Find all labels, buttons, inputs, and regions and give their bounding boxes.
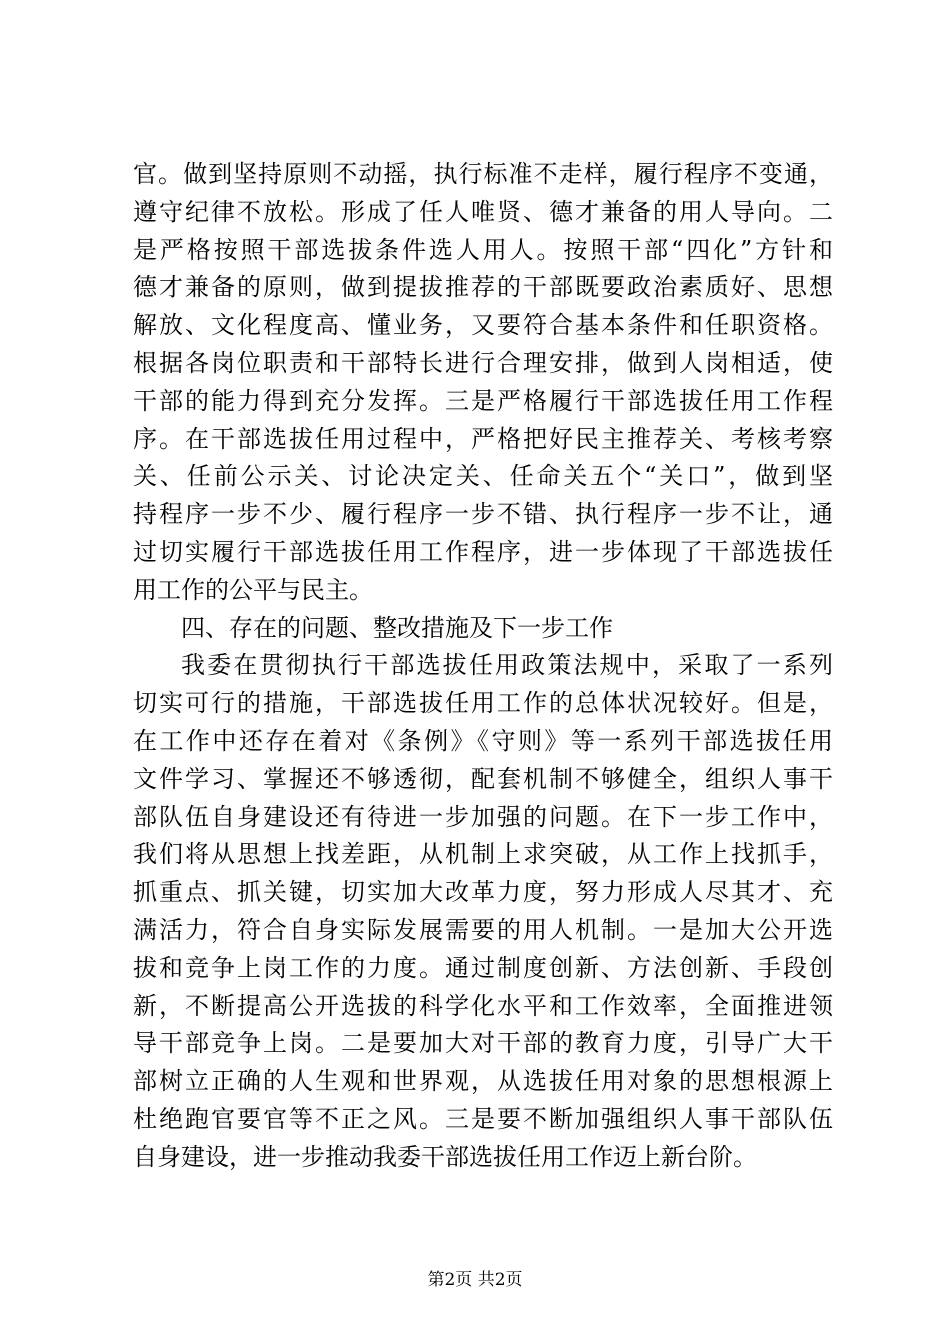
body-text	[133, 156, 833, 1177]
text-line: 我们将从思想上找差距，从机制上求突破，从工作上找抓手，	[133, 840, 833, 869]
text-line: 在工作中还存在着对《条例》《守则》等一系列干部选拔任用	[133, 726, 833, 755]
page-footer: 第2页 共2页	[427, 1270, 523, 1290]
text-line: 用工作的公平与民主。	[133, 575, 373, 604]
text-line: 德才兼备的原则，做到提拔推荐的干部既要政治素质好、思想	[133, 273, 833, 302]
section-heading: 四、存在的问题、整改措施及下一步工作	[181, 613, 613, 642]
text-line: 部队伍自身建设还有待进一步加强的问题。在下一步工作中，	[133, 802, 833, 831]
text-line: 满活力，符合自身实际发展需要的用人机制。一是加大公开选	[133, 915, 833, 944]
text-line: 遵守纪律不放松。形成了任人唯贤、德才兼备的用人导向。二	[133, 197, 833, 226]
text-line: 持程序一步不少、履行程序一步不错、执行程序一步不让，通	[133, 500, 833, 529]
text-line: 关、任前公示关、讨论决定关、任命关五个“关口”，做到坚	[133, 462, 833, 491]
text-line: 新，不断提高公开选拔的科学化水平和工作效率，全面推进领	[133, 991, 833, 1020]
text-line: 切实可行的措施，干部选拔任用工作的总体状况较好。但是，	[133, 689, 833, 718]
text-line: 部树立正确的人生观和世界观，从选拔任用对象的思想根源上	[133, 1067, 833, 1096]
text-line: 序。在干部选拔任用过程中，严格把好民主推荐关、考核考察	[133, 424, 833, 453]
text-line: 根据各岗位职责和干部特长进行合理安排，做到人岗相适，使	[133, 348, 833, 377]
text-line: 导干部竞争上岗。二是要加大对干部的教育力度，引导广大干	[133, 1029, 833, 1058]
text-line: 过切实履行干部选拔任用工作程序，进一步体现了干部选拔任	[133, 537, 833, 566]
text-line: 官。做到坚持原则不动摇，执行标准不走样，履行程序不变通，	[133, 160, 833, 188]
text-line: 是严格按照干部选拔条件选人用人。按照干部“四化”方针和	[133, 235, 833, 264]
text-line: 抓重点、抓关键，切实加大改革力度，努力形成人尽其才、充	[133, 878, 833, 907]
text-line: 文件学习、掌握还不够透彻，配套机制不够健全，组织人事干	[133, 764, 833, 793]
text-line: 解放、文化程度高、懂业务，又要符合基本条件和任职资格。	[133, 311, 833, 340]
text-line: 自身建设，进一步推动我委干部选拔任用工作迈上新台阶。	[133, 1142, 757, 1171]
text-line: 杜绝跑官要官等不正之风。三是要不断加强组织人事干部队伍	[133, 1104, 833, 1133]
text-line: 干部的能力得到充分发挥。三是严格履行干部选拔任用工作程	[133, 386, 833, 415]
text-line: 拔和竞争上岗工作的力度。通过制度创新、方法创新、手段创	[133, 953, 833, 982]
text-line: 我委在贯彻执行干部选拔任用政策法规中，采取了一系列	[181, 651, 833, 680]
